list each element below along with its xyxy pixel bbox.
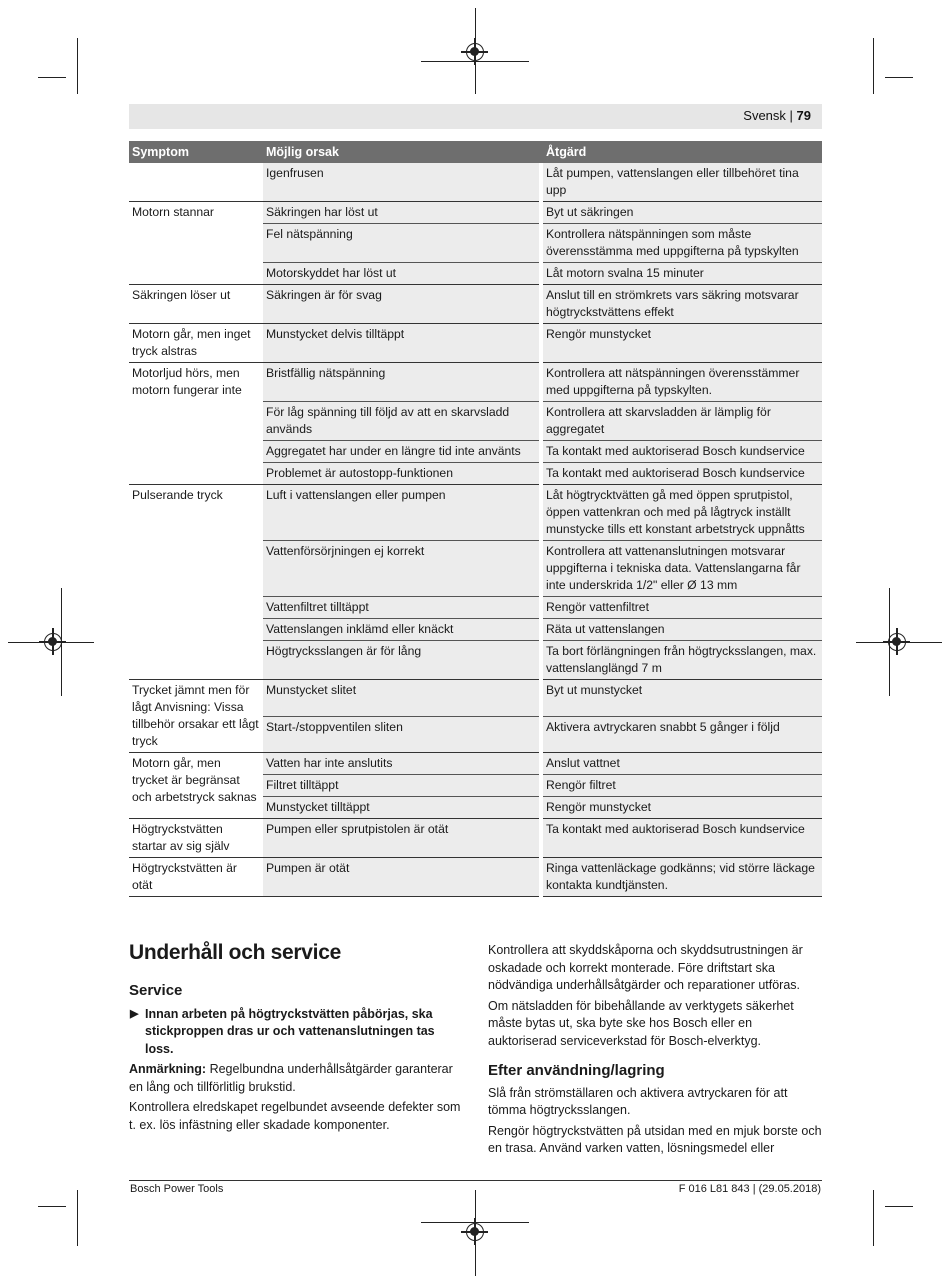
cause-cell: Filtret tilltäppt [263,775,539,797]
cause-cell: Munstycket slitet [263,680,539,717]
cause-cell: Munstycket delvis tilltäppt [263,324,539,363]
action-cell: Byt ut säkringen [543,202,822,224]
action-cell: Rengör munstycket [543,797,822,819]
table-row [129,202,822,224]
symptom-cell: Motorn går, men inget tryck alstras [129,324,263,363]
symptom-cell: Säkringen löser ut [129,285,263,324]
action-cell: Låt högtrycktvätten gå med öppen sprutpistol, öppen vattenkran och med på lågtryck inställt munstycke tills ett konstant arbetstryck uppnåtts [543,485,822,541]
crop-mark [38,77,66,78]
cause-cell: Aggregatet har under en längre tid inte använts [263,441,539,463]
symptom-cell: Motorn går, men trycket är begränsat och arbetstryck saknas [129,753,263,819]
note-text: Regelbundna underhållsåtgärder garanterar en lång och tillförlitlig brukstid. [129,1062,453,1094]
cause-cell: Högtrycksslangen är för lång [263,641,539,680]
crop-mark [885,1206,913,1207]
action-cell: Låt motorn svalna 15 minuter [543,263,822,285]
table-row [129,324,822,363]
table-header-row [129,141,822,163]
cause-cell: Vattenfiltret tilltäppt [263,597,539,619]
action-cell: Kontrollera att skarvsladden är lämplig för aggregatet [543,402,822,441]
symptom-cell: Pulserande tryck [129,485,263,680]
action-cell: Låt pumpen, vattenslangen eller tillbehöret tina upp [543,163,822,202]
table-row [129,363,822,402]
action-cell: Anslut vattnet [543,753,822,775]
table-row [129,163,822,202]
action-cell: Ta kontakt med auktoriserad Bosch kundservice [543,819,822,858]
after-use-heading: Efter användning/lagring [488,1062,665,1079]
column-header-action: Åtgärd [543,141,822,163]
symptom-cell: Motorljud hörs, men motorn fungerar inte [129,363,263,485]
crop-mark [77,38,78,94]
cause-cell: Motorskyddet har löst ut [263,263,539,285]
symptom-cell: Högtryckstvätten är otät [129,858,263,897]
symptom-cell: Högtryckstvätten startar av sig själv [129,819,263,858]
action-cell: Ta kontakt med auktoriserad Bosch kundservice [543,441,822,463]
crop-mark [873,1190,874,1246]
cause-cell: Problemet är autostopp-funktionen [263,463,539,485]
action-cell: Ringa vattenläckage godkänns; vid större läckage kontakta kundtjänsten. [543,858,822,897]
action-cell: Byt ut munstycket [543,680,822,717]
release-paragraph: Slå från strömställaren och aktivera avtryckaren för att tömma högtrycksslangen. [488,1085,788,1117]
warning-text: Innan arbeten på högtryckstvätten påbörjas, ska stickproppen dras ur och vattenanslutningen tas loss. [145,1006,435,1056]
footer-doc-id: F 016 L81 843 | (29.05.2018) [678,1183,821,1195]
table-row [129,680,822,717]
action-cell: Ta bort förlängningen från högtrycksslangen, max. vattenslanglängd 7 m [543,641,822,680]
action-cell: Kontrollera att vattenanslutningen motsvarar uppgifterna i tekniska data. Vattenslangarna får inte underskrida 1/2" eller Ø 13 mm [543,541,822,597]
cause-cell: Vattenslangen inklämd eller knäckt [263,619,539,641]
column-header-cause: Möjlig orsak [263,141,539,163]
page-number: 79 [796,108,811,123]
troubleshooting-table [129,141,822,897]
cause-cell: Luft i vattenslangen eller pumpen [263,485,539,541]
cause-cell: Munstycket tilltäppt [263,797,539,819]
page-header [129,104,822,129]
cause-cell: Fel nätspänning [263,224,539,263]
service-heading: Service [129,982,183,999]
cause-cell: För låg spänning till följd av att en skarvsladd används [263,402,539,441]
crop-mark [38,1206,66,1207]
footer-publisher: Bosch Power Tools [130,1183,224,1195]
right-column [488,942,824,1161]
cause-cell: Säkringen är för svag [263,285,539,324]
table-row [129,485,822,541]
cause-cell: Pumpen är otät [263,858,539,897]
cause-cell: Säkringen har löst ut [263,202,539,224]
note-label: Anmärkning: [129,1062,207,1076]
action-cell: Aktivera avtryckaren snabbt 5 gånger i följd [543,716,822,753]
table-row [129,285,822,324]
symptom-cell [129,163,263,202]
registration-mark-icon [466,43,484,61]
symptom-cell: Motorn stannar [129,202,263,285]
action-cell: Rengör vattenfiltret [543,597,822,619]
action-cell: Rengör munstycket [543,324,822,363]
action-cell: Rengör filtret [543,775,822,797]
table-row [129,753,822,775]
registration-mark-icon [466,1223,484,1241]
warning-bullet [129,1006,464,1059]
cause-cell: Igenfrusen [263,163,539,202]
footer-divider [129,1180,822,1181]
header-language: Svensk [743,108,786,123]
section-title: Underhåll och service [129,941,341,964]
crop-mark [873,38,874,94]
action-cell: Anslut till en strömkrets vars säkring motsvarar högtryckstvättens effekt [543,285,822,324]
action-cell: Räta ut vattenslangen [543,619,822,641]
table-row [129,819,822,858]
cause-cell: Vattenförsörjningen ej korrekt [263,541,539,597]
clean-paragraph: Rengör högtryckstvätten på utsidan med en mjuk borste och en trasa. Använd varken vatten, lösningsmedel eller [488,1123,822,1155]
cause-cell: Start-/stoppventilen sliten [263,716,539,753]
action-cell: Ta kontakt med auktoriserad Bosch kundservice [543,463,822,485]
table-row [129,858,822,897]
guards-paragraph: Kontrollera att skyddskåporna och skyddsutrustningen är oskadade och korrekt monterade. Före driftstart ska nödvändiga underhållsåtgärder och reparationer utföras. [488,943,803,992]
crop-mark [885,77,913,78]
action-cell: Kontrollera nätspänningen som måste överensstämma med uppgifterna på typskylten [543,224,822,263]
action-cell: Kontrollera att nätspänningen överensstämmer med uppgifterna på typskylten. [543,363,822,402]
triangle-bullet-icon: ▶ [130,1007,139,1020]
cord-paragraph: Om nätsladden för bibehållande av verktygets säkerhet måste bytas ut, ska byte ske hos Bosch eller en auktoriserad serviceverkstad för Bosch-elverktyg. [488,998,794,1048]
cause-cell: Vatten har inte anslutits [263,753,539,775]
page-header-text: Svensk | 79 [743,108,811,123]
column-header-symptom: Symptom [129,141,263,163]
crop-mark [77,1190,78,1246]
cause-cell: Bristfällig nätspänning [263,363,539,402]
registration-mark-icon [888,633,906,651]
table-body [129,163,822,897]
electric-check-paragraph: Kontrollera elredskapet regelbundet avseende defekter som t. ex. lös infästning eller skadade komponenter. [129,1100,461,1132]
left-column [129,982,464,1137]
cause-cell: Pumpen eller sprutpistolen är otät [263,819,539,858]
symptom-cell: Trycket jämnt men för lågt Anvisning: Vissa tillbehör orsakar ett lågt tryck [129,680,263,753]
note-paragraph [129,1061,464,1096]
registration-mark-icon [44,633,62,651]
